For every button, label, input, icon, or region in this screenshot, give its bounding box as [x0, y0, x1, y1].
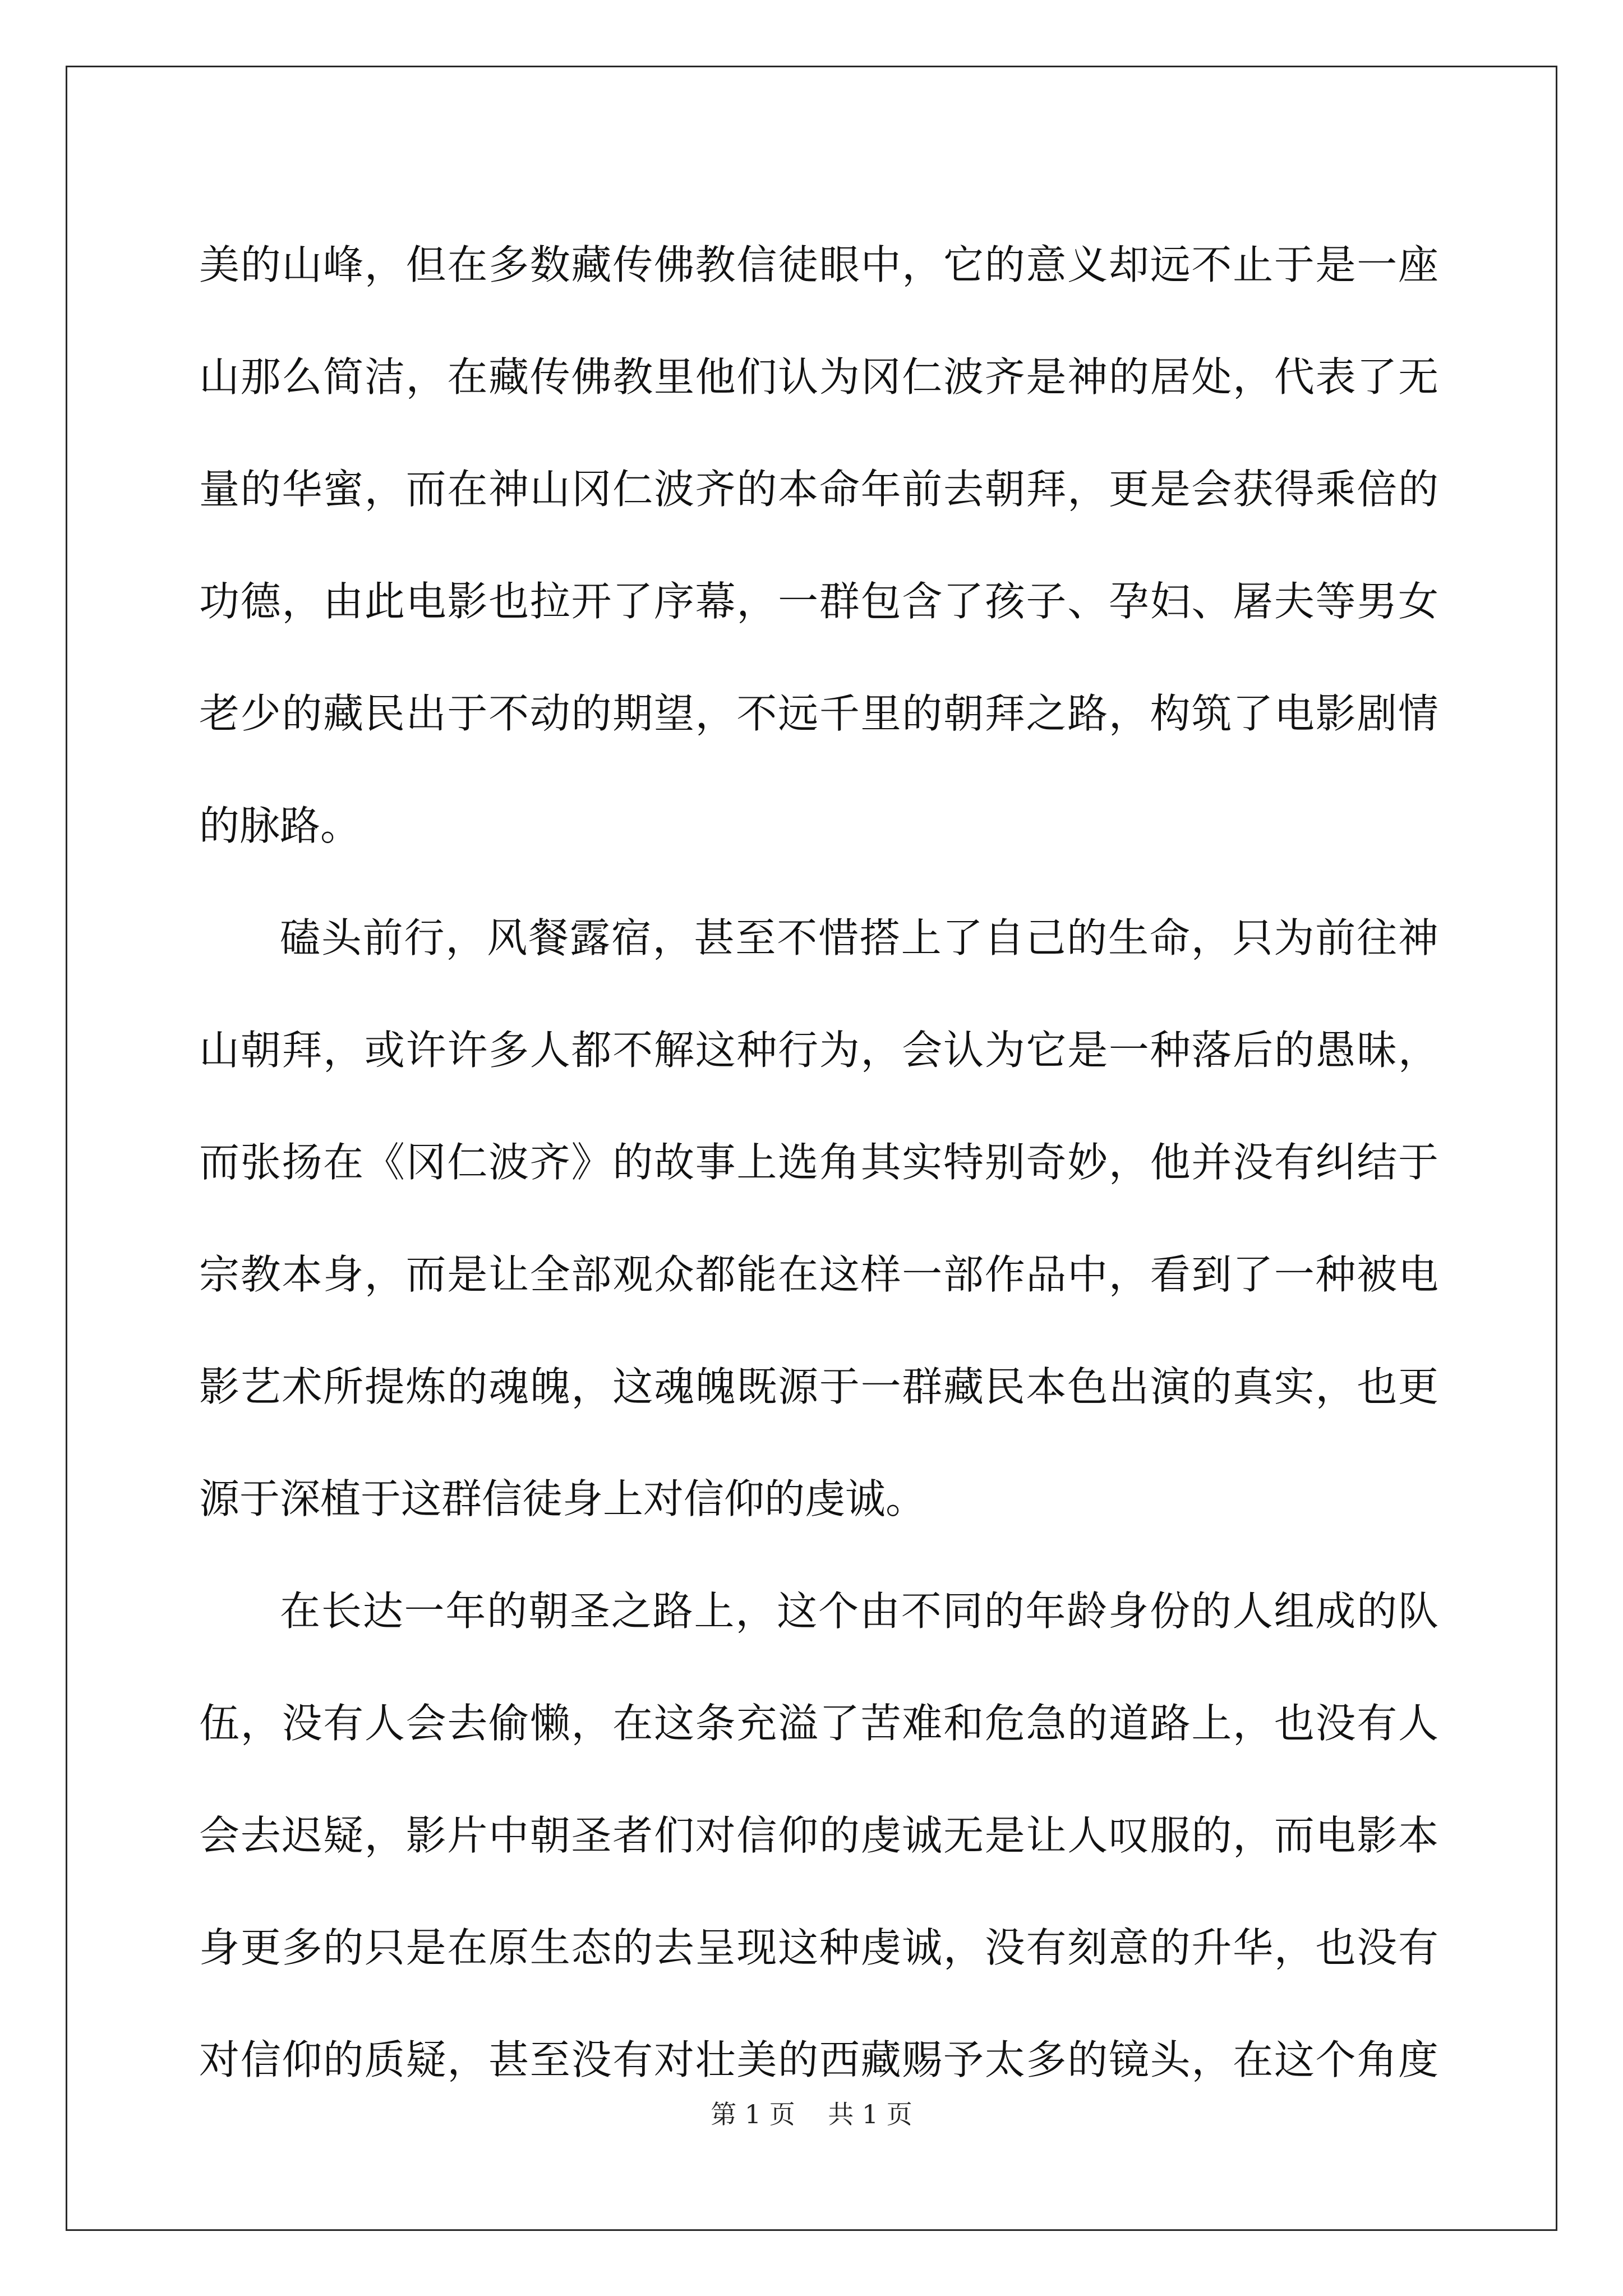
text-line: 老少的藏民出于不动的期望，不远千里的朝拜之路，构筑了电影剧情 — [199, 690, 1438, 737]
text-line: 对信仰的质疑，甚至没有对壮美的西藏赐予太多的镜头，在这个角度 — [199, 2036, 1438, 2083]
text-line: 影艺术所提炼的魂魄，这魂魄既源于一群藏民本色出演的真实，也更 — [199, 1363, 1438, 1410]
text-line: 会去迟疑，影片中朝圣者们对信仰的虔诚无是让人叹服的，而电影本 — [199, 1812, 1438, 1859]
text-line: 源于深植于这群信徒身上对信仰的虔诚。 — [199, 1475, 926, 1522]
paragraph-1 — [199, 209, 1438, 882]
paragraph-3 — [199, 1555, 1438, 2116]
text-line: 山那么简洁，在藏传佛教里他们认为冈仁波齐是神的居处，代表了无 — [199, 353, 1438, 401]
text-line: 山朝拜，或许许多人都不解这种行为，会认为它是一种落后的愚昧， — [199, 1027, 1438, 1074]
text-line: 身更多的只是在原生态的去呈现这种虔诚，没有刻意的升华，也没有 — [199, 1924, 1438, 1971]
text-line: 宗教本身，而是让全部观众都能在这样一部作品中，看到了一种被电 — [199, 1251, 1438, 1298]
text-line: 美的山峰，但在多数藏传佛教信徒眼中，它的意义却远不止于是一座 — [199, 241, 1438, 288]
document-body — [199, 209, 1438, 2116]
paragraph-2 — [199, 882, 1438, 1555]
page-number-footer: 第 1 页 共 1 页 — [711, 2099, 912, 2129]
text-line: 功德，由此电影也拉开了序幕，一群包含了孩子、孕妇、屠夫等男女 — [199, 578, 1438, 625]
text-line: 磕头前行，风餐露宿，甚至不惜搭上了自己的生命，只为前往神 — [280, 914, 1438, 961]
text-line: 的脉路。 — [199, 802, 361, 849]
text-line: 伍，没有人会去偷懒，在这条充溢了苦难和危急的道路上，也没有人 — [199, 1700, 1438, 1747]
text-line: 而张扬在《冈仁波齐》的故事上选角其实特别奇妙，他并没有纠结于 — [199, 1139, 1438, 1186]
text-line: 在长达一年的朝圣之路上，这个由不同的年龄身份的人组成的队 — [280, 1588, 1438, 1635]
text-line: 量的华蜜，而在神山冈仁波齐的本命年前去朝拜，更是会获得乘倍的 — [199, 466, 1438, 513]
